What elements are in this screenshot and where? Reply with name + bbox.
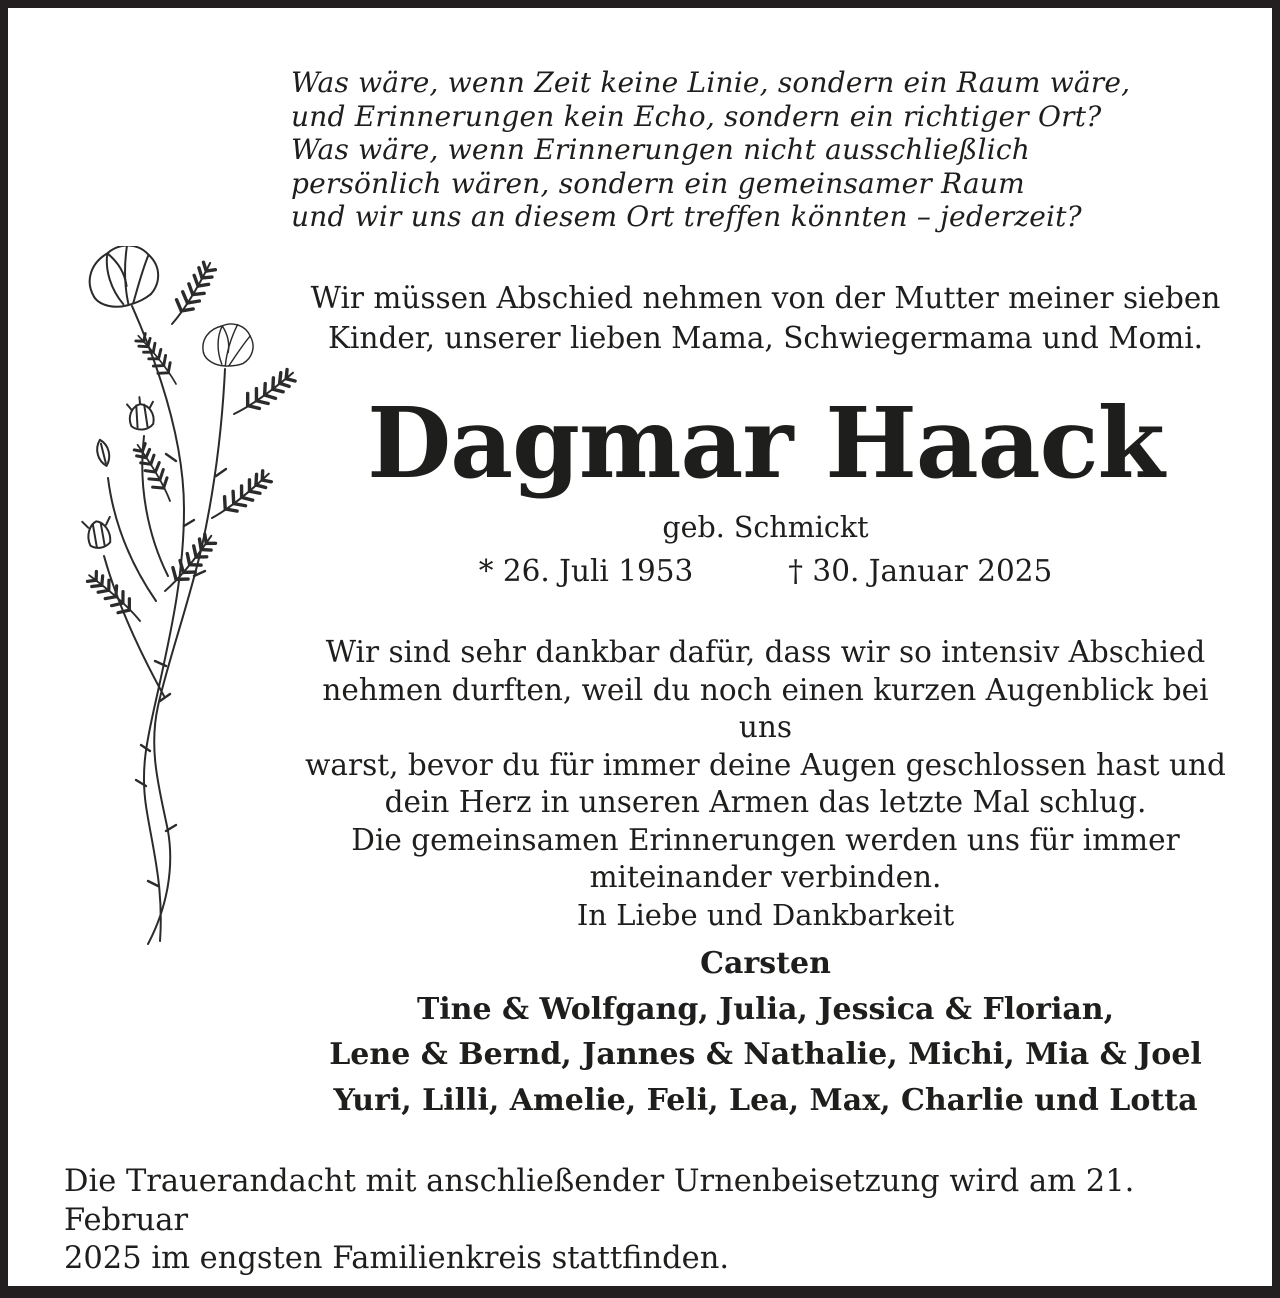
tribute-line: Die gemeinsamen Erinnerungen werden uns für immer [351, 822, 1180, 857]
poem-line: Was wäre, wenn Zeit keine Linie, sondern ein Raum wäre, [291, 66, 1131, 99]
funeral-notice-line: 2025 im engsten Familienkreis stattfinden. [64, 1241, 730, 1276]
poem-line: und wir uns an diesem Ort treffen könnten – jederzeit? [291, 200, 1082, 233]
life-dates [293, 554, 1238, 588]
poem-line: und Erinnerungen kein Echo, sondern ein richtiger Ort? [291, 99, 1102, 133]
deceased-name: Dagmar Haack [367, 386, 1164, 500]
tribute-text [293, 634, 1238, 897]
maiden-name: geb. Schmickt [662, 511, 869, 544]
birth-date: * 26. Juli 1953 [478, 554, 694, 588]
introduction-text [293, 278, 1238, 358]
intro-line: Kinder, unserer lieben Mama, Schwiegermama und Momi. [327, 321, 1204, 355]
death-date: † 30. Januar 2025 [788, 554, 1053, 588]
tribute-line: Wir sind sehr dankbar dafür, dass wir so intensiv Abschied [325, 635, 1206, 669]
poem-line: persönlich wären, sondern ein gemeinsamer Raum [291, 166, 1025, 200]
funeral-notice [64, 1163, 1244, 1279]
poem-line: Was wäre, wenn Erinnerungen nicht ausschließlich [291, 133, 1030, 166]
closing-salutation: In Liebe und Dankbarkeit [576, 898, 955, 932]
family-name-line: Lene & Bernd, Jannes & Nathalie, Michi, Mia & Joel [329, 1037, 1202, 1072]
tribute-line: dein Herz in unseren Armen das letzte Mal schlug. [384, 785, 1147, 819]
tribute-line: miteinander verbinden. [589, 860, 942, 894]
funeral-notice-line: Die Trauerandacht mit anschließender Urnenbeisetzung wird am 21. Februar [64, 1164, 1135, 1238]
mourning-family [293, 941, 1238, 1123]
opening-poem [291, 66, 1130, 234]
tribute-line: warst, bevor du für immer deine Augen geschlossen hast und [305, 747, 1226, 782]
wildflower-illustration [70, 246, 320, 956]
family-name-line: Yuri, Lilli, Amelie, Feli, Lea, Max, Charlie und Lotta [333, 1082, 1198, 1118]
family-name-line: Tine & Wolfgang, Julia, Jessica & Florian, [416, 991, 1115, 1027]
intro-line: Wir müssen Abschied nehmen von der Mutter meiner sieben [310, 281, 1221, 315]
tribute-line: nehmen durften, weil du noch einen kurzen Augenblick bei uns [322, 672, 1209, 744]
family-name-line: Carsten [700, 946, 831, 981]
